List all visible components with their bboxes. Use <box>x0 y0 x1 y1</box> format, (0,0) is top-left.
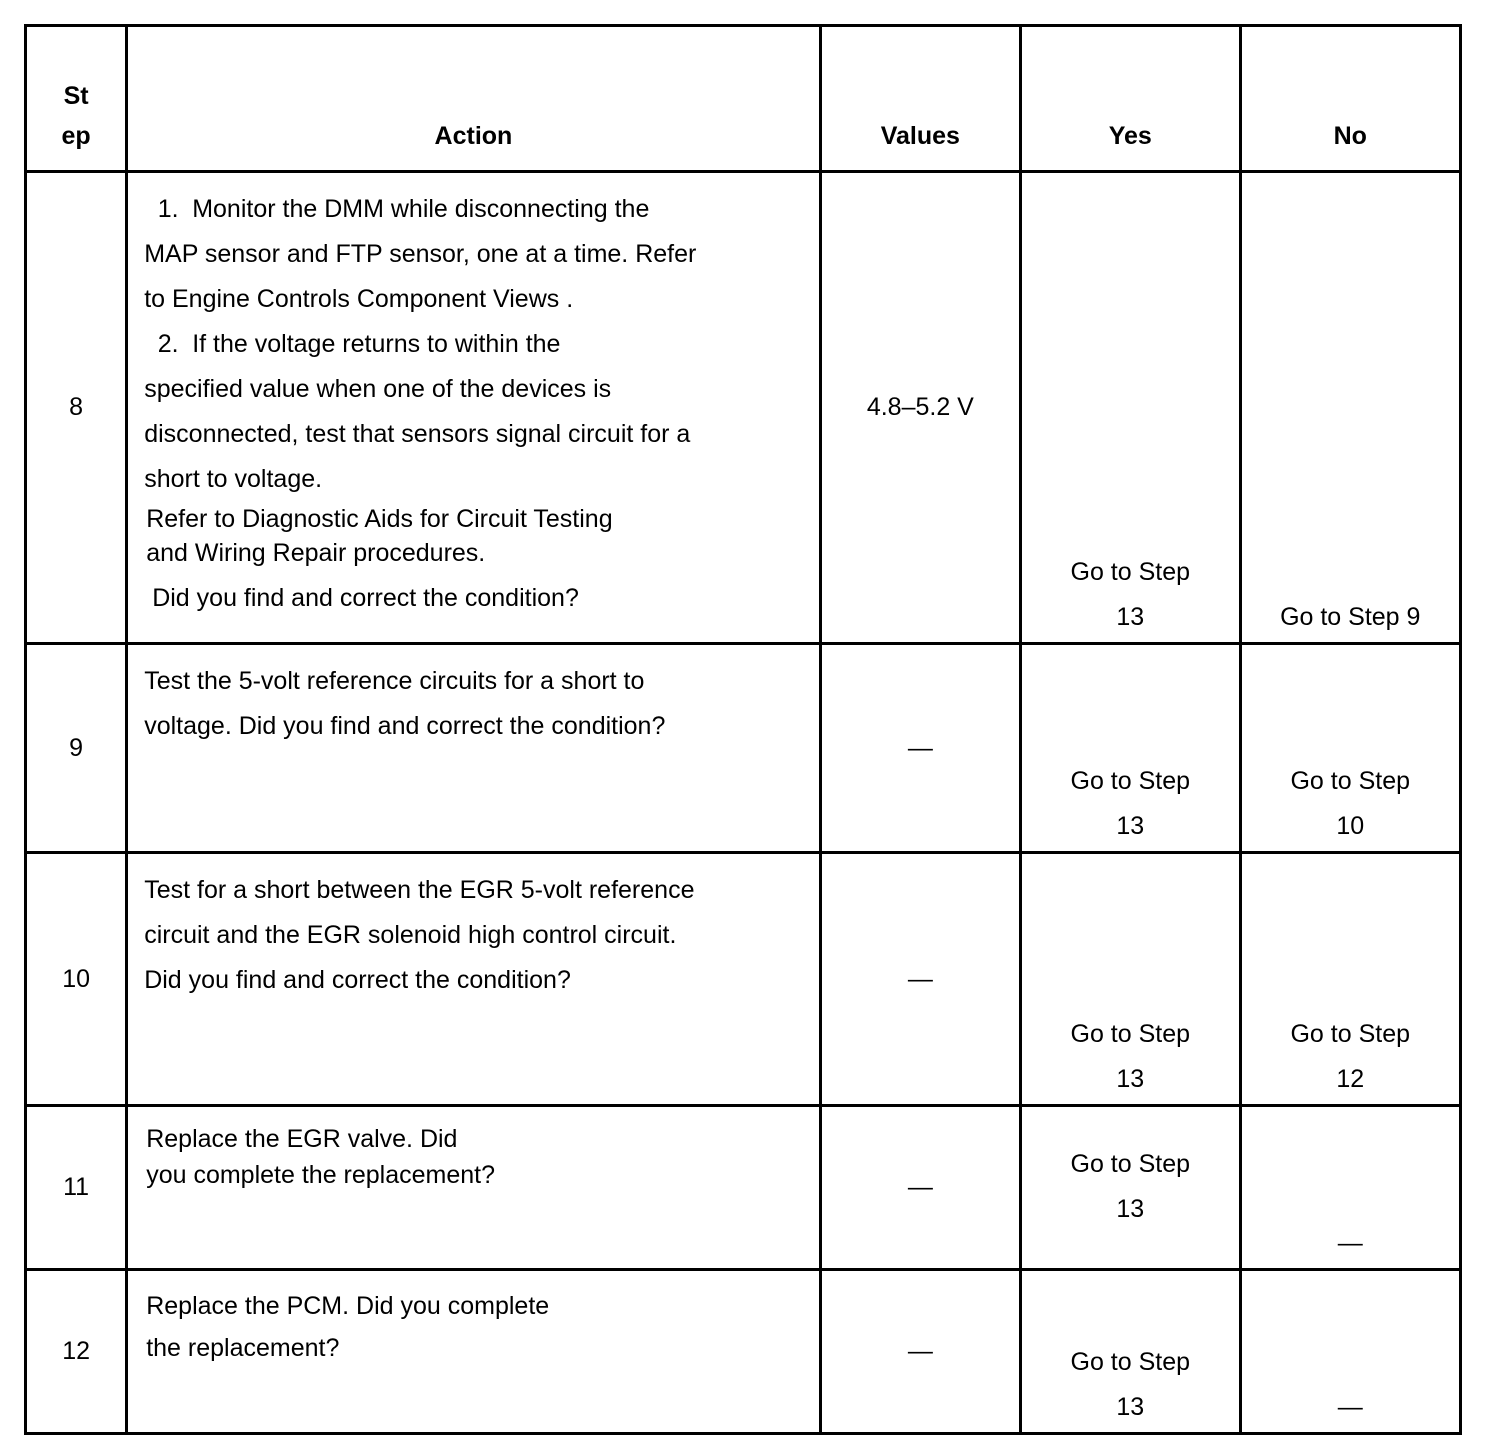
no-step: 10 <box>1336 812 1365 840</box>
header-yes: Yes <box>1021 26 1240 172</box>
header-action: Action <box>127 26 820 172</box>
step-number: 12 <box>26 1270 127 1434</box>
action-line: short to voltage. <box>144 465 323 493</box>
value-cell: — <box>820 1106 1020 1270</box>
table-row <box>26 1106 1461 1270</box>
yes-step: 13 <box>1116 1065 1145 1093</box>
yes-step: 13 <box>1116 603 1145 631</box>
no-outcome <box>1240 1270 1461 1434</box>
yes-step: 13 <box>1116 1393 1145 1421</box>
no-step: — <box>1337 1393 1363 1421</box>
value-cell: — <box>820 1270 1020 1434</box>
table-row <box>26 172 1461 644</box>
step-number: 9 <box>26 644 127 853</box>
no-step: — <box>1337 1229 1363 1257</box>
step-number: 10 <box>26 853 127 1106</box>
step-number: 8 <box>26 172 127 644</box>
action-line: If the voltage returns to within the <box>192 330 561 358</box>
action-text <box>127 853 820 1106</box>
table-row <box>26 853 1461 1106</box>
action-line: Did you find and correct the condition? <box>144 966 571 994</box>
no-outcome <box>1240 172 1461 644</box>
no-label: Go to Step <box>1290 1020 1411 1048</box>
yes-label: Go to Step <box>1070 558 1191 586</box>
table-row <box>26 1270 1461 1434</box>
no-outcome <box>1240 1106 1461 1270</box>
action-line: Refer to Diagnostic Aids for Circuit Testing <box>146 505 613 533</box>
action-text <box>127 644 820 853</box>
action-line: and Wiring Repair procedures. <box>146 539 486 567</box>
no-outcome <box>1240 853 1461 1106</box>
action-line: disconnected, test that sensors signal circuit for a <box>144 420 691 448</box>
action-line: specified value when one of the devices is <box>144 375 612 403</box>
yes-label: Go to Step <box>1070 767 1191 795</box>
action-line: you complete the replacement? <box>146 1161 496 1189</box>
no-outcome <box>1240 644 1461 853</box>
diagnostic-table <box>24 24 1462 1435</box>
no-step: Go to Step 9 <box>1280 603 1421 631</box>
action-text <box>127 172 820 644</box>
table-row <box>26 644 1461 853</box>
action-question: Did you find and correct the condition? <box>152 584 579 612</box>
action-line: to Engine Controls Component Views . <box>144 285 574 313</box>
action-line: MAP sensor and FTP sensor, one at a time. Refer <box>144 240 697 268</box>
action-line: Monitor the DMM while disconnecting the <box>192 195 650 223</box>
action-line: Replace the PCM. Did you complete <box>146 1292 550 1320</box>
value-cell: — <box>820 853 1020 1106</box>
yes-outcome <box>1021 172 1240 644</box>
value-cell: — <box>820 644 1020 853</box>
action-line: voltage. Did you find and correct the condition? <box>144 712 666 740</box>
header-row <box>26 26 1461 172</box>
list-number: 1. <box>157 195 179 223</box>
no-label: Go to Step <box>1290 767 1411 795</box>
action-line: the replacement? <box>146 1334 340 1362</box>
yes-outcome <box>1021 1270 1240 1434</box>
yes-label: Go to Step <box>1070 1149 1191 1178</box>
action-line: Test for a short between the EGR 5-volt reference <box>144 876 695 904</box>
header-step: St ep <box>26 26 127 172</box>
action-line: Test the 5-volt reference circuits for a short to <box>144 667 645 695</box>
yes-step: 13 <box>1116 1194 1145 1223</box>
yes-label: Go to Step <box>1070 1020 1191 1048</box>
action-text <box>127 1270 820 1434</box>
header-values: Values <box>820 26 1020 172</box>
yes-outcome <box>1021 853 1240 1106</box>
yes-label: Go to Step <box>1070 1348 1191 1376</box>
step-number: 11 <box>26 1106 127 1270</box>
no-step: 12 <box>1336 1065 1365 1093</box>
value-cell: 4.8–5.2 V <box>820 172 1020 644</box>
action-text <box>127 1106 820 1270</box>
action-line: circuit and the EGR solenoid high control circuit. <box>144 921 677 949</box>
list-number: 2. <box>157 330 179 358</box>
header-no: No <box>1240 26 1461 172</box>
yes-outcome <box>1021 644 1240 853</box>
yes-step: 13 <box>1116 812 1145 840</box>
yes-outcome <box>1021 1106 1240 1270</box>
action-line: Replace the EGR valve. Did <box>146 1125 458 1153</box>
